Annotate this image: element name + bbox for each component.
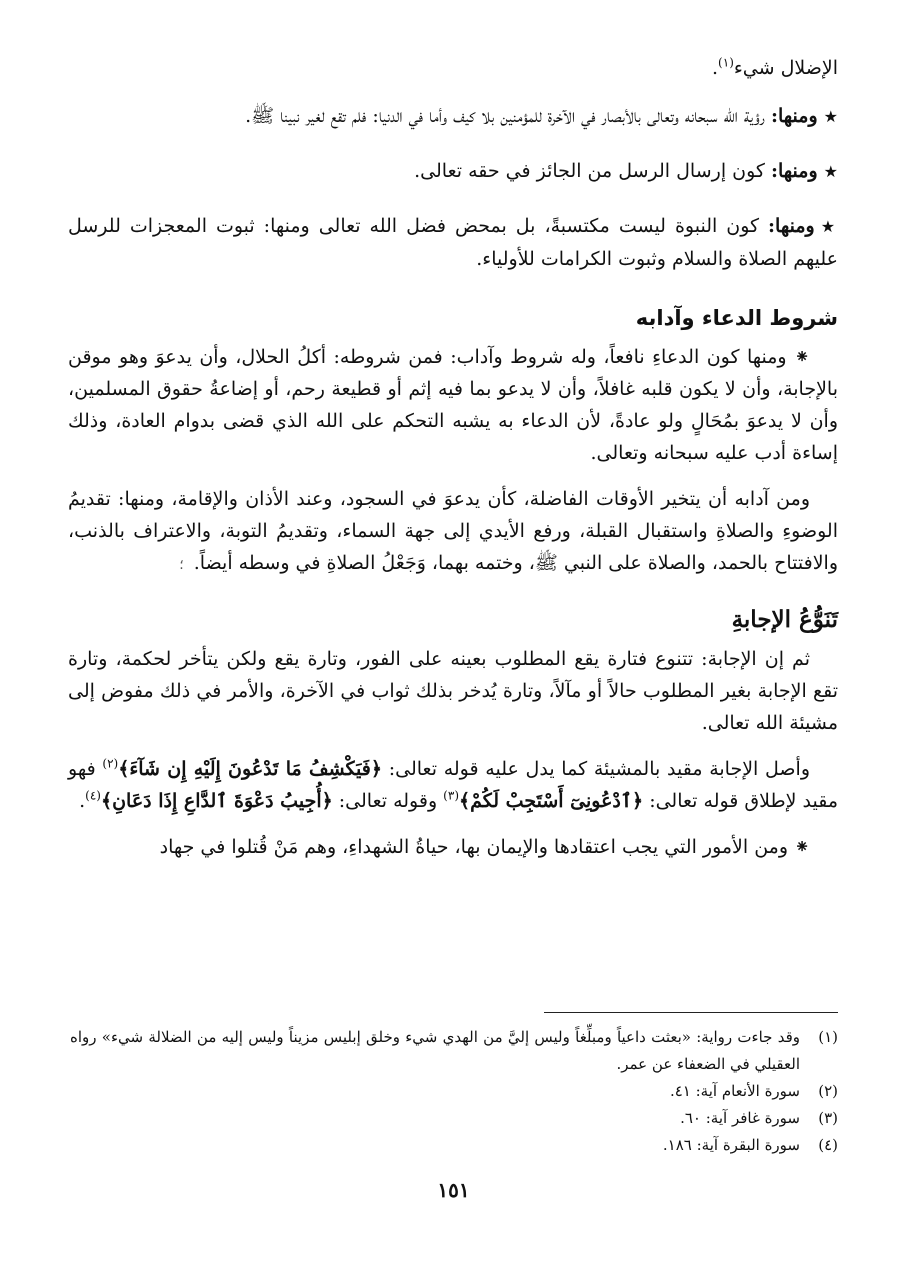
footnote-item bbox=[70, 1078, 838, 1105]
bullet-item bbox=[68, 210, 838, 275]
footnote-item bbox=[70, 1105, 838, 1132]
paragraph-with-verses bbox=[68, 753, 838, 817]
section-heading-dua-conditions: شروط الدعاء وآدابه bbox=[635, 306, 838, 330]
bullet-text: كون النبوة ليست مكتسبةً، بل بمحض فضل الله تعالى ومنها: ثبوت المعجزات للرسل عليهم الصلاة والسلام وثبوت الكرامات للأولياء. bbox=[68, 215, 838, 270]
intro-text: الإضلال شيء bbox=[733, 57, 838, 79]
footnote-ref-1[interactable]: (١) bbox=[718, 55, 734, 70]
quran-verse: ﴿أُجِيبُ دَعْوَةَ ٱلدَّاعِ إِذَا دَعَانِ﴾ bbox=[100, 790, 333, 812]
intro-line bbox=[68, 52, 838, 84]
footnote-item bbox=[70, 1024, 838, 1078]
section-heading-answer-types: تَنَوُّعُ الإجابةِ bbox=[731, 606, 838, 633]
bullet-lead: ومنها: bbox=[771, 160, 818, 182]
footnote-number: (٣) bbox=[818, 1109, 838, 1127]
bullet-text: رؤية الله سبحانه وتعالى بالأبصار في الآخرة للمؤمنين بلا كيف وأما في الدنيا: فلم تقع لغير نبينا ﷺ. bbox=[245, 105, 765, 127]
footnote-number: (٢) bbox=[818, 1082, 838, 1100]
footnote-divider bbox=[544, 1012, 838, 1013]
paragraph-end: . bbox=[79, 790, 86, 812]
paragraph-text: فهو مقيد لإطلاق قوله تعالى: bbox=[68, 758, 838, 812]
bullet-text: كون إرسال الرسل من الجائز في حقه تعالى. bbox=[414, 160, 765, 182]
quran-verse: ﴿ٱدْعُونِىٓ أَسْتَجِبْ لَكُمْ﴾ bbox=[459, 790, 644, 812]
bullet-item bbox=[68, 100, 838, 133]
page-body bbox=[68, 52, 838, 877]
paragraph: ثم إن الإجابة: تتنوع فتارة يقع المطلوب بعينه على الفور، وتارة يقع ولكن يتأخر لحكمة، وتارة تقع الإجابة بغير المطلوب حالاً أو مآلاً، وتارة يُدخر بذلك ثواب في الآخرة، والأمر في ذلك مفوض إلى مشيئة الله تعالى. bbox=[68, 648, 838, 734]
star-icon: ★ bbox=[823, 107, 838, 126]
footnotes bbox=[70, 1024, 838, 1159]
star-icon: ★ bbox=[820, 217, 838, 236]
footnote-text: سورة غافر آية: ٦٠. bbox=[680, 1109, 800, 1127]
quran-verse: ﴿فَيَكْشِفُ مَا تَدْعُونَ إِلَيْهِ إِن شَآءَ﴾ bbox=[118, 758, 383, 780]
star-icon: ★ bbox=[823, 162, 838, 181]
intro-end: . bbox=[712, 57, 719, 79]
paragraph: ⁕ ومنها كون الدعاءِ نافعاً، وله شروط وآداب: فمن شروطه: أكلُ الحلال، وأن يدعوَ وهو موقن بالإجابة، وأن لا يكون قلبه غافلاً، وأن لا يدعو بما فيه إثم أو قطيعة رحم، أو إضاعةُ حقوق المسلمين، وأن لا يدعوَ بمُحَالٍ ولو عادةً، لأن الدعاء به يشبه التحكم على الله الذي قضى بدوام العادة، وذلك إساءة أدب عليه سبحانه وتعالى. bbox=[68, 346, 838, 464]
bullet-item bbox=[68, 155, 838, 188]
footnote-ref-2[interactable]: (٢) bbox=[102, 756, 119, 771]
footnote-ref-4[interactable]: (٤) bbox=[85, 788, 101, 803]
footnote-number: (٤) bbox=[818, 1136, 838, 1154]
bullet-lead: ومنها: bbox=[771, 105, 818, 127]
footnote-item bbox=[70, 1132, 838, 1159]
paragraph-text: وقوله تعالى: bbox=[332, 790, 444, 812]
margin-mark: ؛ bbox=[179, 557, 184, 573]
page-number: ١٥١ bbox=[437, 1178, 470, 1202]
footnote-text: وقد جاءت رواية: «بعثت داعياً ومبلِّغاً وليس إليَّ من الهدي شيء وخلق إبليس مزيناً وليس إليه من الضلالة شيء» رواه العقيلي في الضعفاء عن عمر. bbox=[70, 1028, 800, 1073]
footnote-text: سورة الأنعام آية: ٤١. bbox=[669, 1082, 800, 1100]
footnote-number: (١) bbox=[818, 1028, 838, 1046]
bullet-lead: ومنها: bbox=[768, 215, 815, 237]
paragraph bbox=[68, 483, 838, 581]
footnote-text: سورة البقرة آية: ١٨٦. bbox=[662, 1136, 800, 1154]
paragraph-text: ومن آدابه أن يتخير الأوقات الفاضلة، كأن يدعوَ في السجود، وعند الأذان والإقامة، ومنها: تقديمُ الوضوءِ والصلاةِ واستقبال القبلة، ورفع الأيدي إلى جهة السماء، وتقديمُ التوبة، والاعتراف بالذنب، والافتتاح بالحمد، والصلاة على النبي ﷺ، وختمه بهما، وَجَعْلُ الصلاةِ في وسطه أيضاً. bbox=[68, 488, 838, 574]
paragraph: ⁕ ومن الأمور التي يجب اعتقادها والإيمان بها، حياةُ الشهداءِ، وهم مَنْ قُتلوا في جهاد bbox=[159, 836, 810, 858]
footnote-ref-3[interactable]: (٣) bbox=[443, 788, 459, 803]
paragraph-text: وأصل الإجابة مقيد بالمشيئة كما يدل عليه قوله تعالى: bbox=[382, 758, 811, 780]
